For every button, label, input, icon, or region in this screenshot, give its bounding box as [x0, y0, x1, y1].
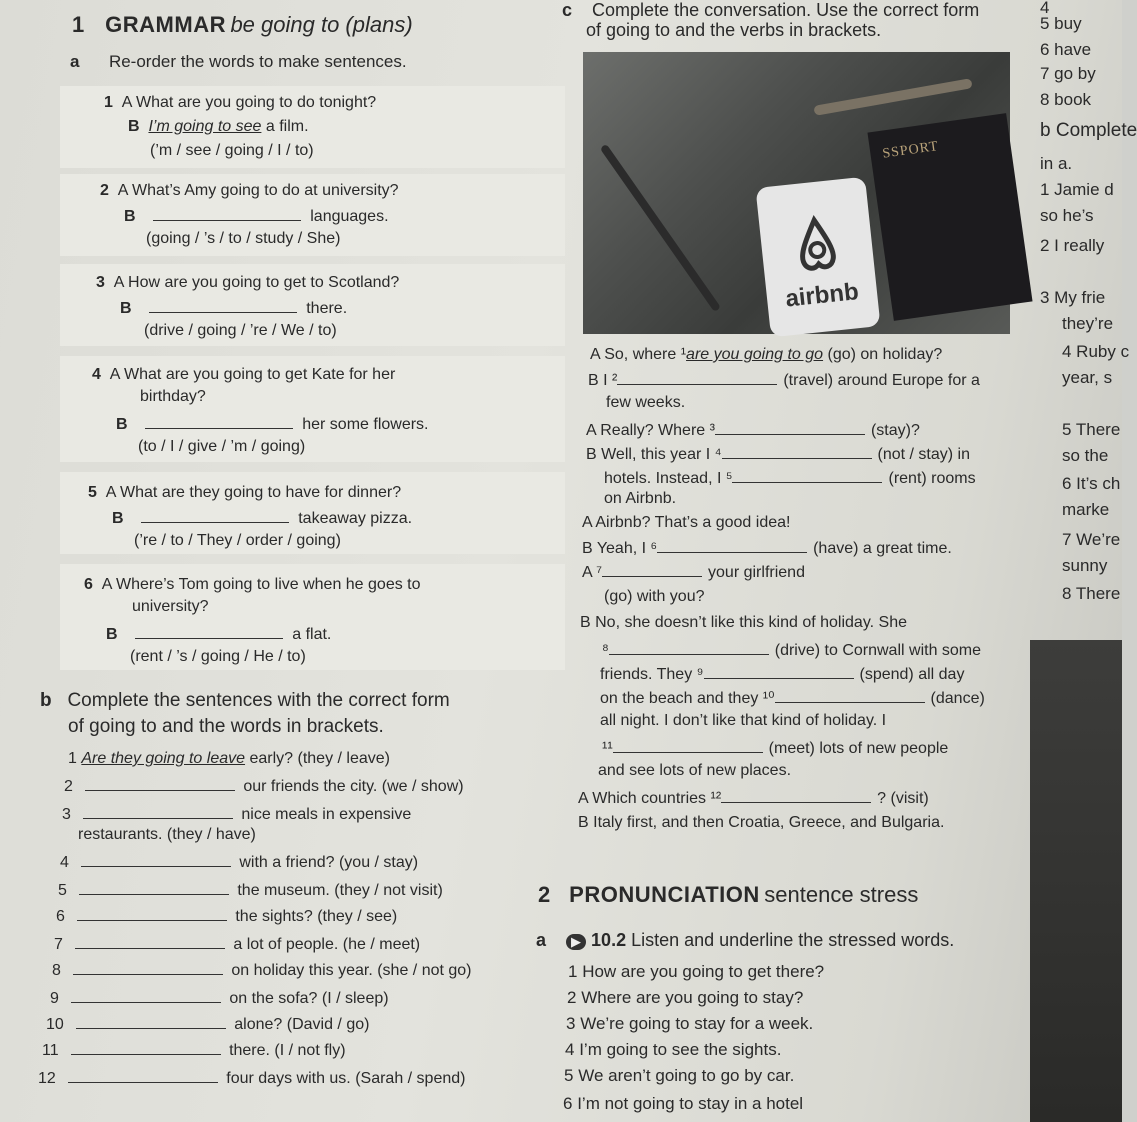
next-page-fragment: year, s: [1062, 368, 1113, 387]
item-number: 2: [64, 778, 73, 795]
next-page-fragment: 2 I really: [1040, 236, 1105, 255]
next-page-fragment: 5 There: [1062, 420, 1121, 439]
conversation-line: [606, 394, 685, 412]
pronunciation-item: [565, 1040, 781, 1060]
conversation-line: [580, 614, 907, 632]
exercise-c-heading: c Complete the conversation. Use the correct form: [562, 0, 980, 20]
pronunciation-item: [564, 1066, 794, 1086]
item-text: I’m not going to stay in a hotel: [577, 1094, 804, 1113]
item-text: our friends the city. (we / show): [243, 778, 464, 795]
word-hint: (drive / going / ’re / We / to): [144, 322, 337, 339]
line-text: A ⁷: [582, 564, 603, 581]
line-text: hotels. Instead, I ⁵: [604, 470, 733, 487]
next-page-fragment: b Complete: [1040, 120, 1137, 141]
pronunciation-item: [568, 962, 824, 982]
word-hint: (’m / see / going / I / to): [150, 142, 314, 159]
answer-blank[interactable]: [602, 562, 702, 577]
exercise-b-item: [42, 1040, 346, 1060]
line-text-2: (travel) around Europe for a: [783, 372, 980, 389]
conversation-line: [582, 562, 805, 582]
item-number: 5: [564, 1066, 574, 1085]
conversation-line: [602, 640, 981, 660]
answer-blank[interactable]: [613, 738, 763, 753]
next-page-fragment: 7 We’re: [1062, 530, 1121, 549]
line-text-2: (spend) all day: [859, 666, 965, 683]
exercise-b-item: [50, 988, 389, 1008]
phone-shape: [755, 177, 880, 338]
exercise-b-instruction-line2: of going to and the words in brackets.: [68, 716, 384, 737]
next-page-fragment: 6 It’s ch: [1062, 474, 1121, 493]
item-number: 10: [46, 1016, 64, 1033]
next-page-fragment: sunny: [1062, 556, 1108, 575]
question-4: 4 A What are you going to get Kate for her birthday? B her some flowers. (to / I / give / ’m / going): [60, 356, 565, 462]
conversation-line: [590, 346, 942, 364]
question-5: 5 A What are they going to have for dinner? B takeaway pizza. (’re / to / They / order / going): [60, 472, 565, 554]
exercise-b-heading: b Complete the sentences with the correct form: [40, 690, 450, 711]
line-text: on Airbnb.: [604, 490, 677, 507]
section-number: 1: [72, 12, 85, 37]
item-text: We’re going to stay for a week.: [580, 1014, 814, 1033]
next-page-fragment: in a.: [1040, 154, 1073, 173]
next-page-fragment: 1 Jamie d: [1040, 180, 1114, 199]
item-number: 5: [58, 882, 67, 899]
item-text: with a friend? (you / stay): [239, 854, 419, 871]
conversation-line: [604, 490, 676, 508]
answer-example: Are they going to leave: [81, 750, 246, 767]
conversation-line: [600, 712, 886, 730]
next-page-fragment: 4: [1040, 0, 1050, 17]
conversation-line: [578, 788, 929, 808]
item-text: Where are you going to stay?: [581, 988, 804, 1007]
item-text: the museum. (they / not visit): [237, 882, 443, 899]
exercise-b-item: [52, 960, 472, 980]
answer-blank[interactable]: [81, 852, 231, 867]
line-text-2: (rent) rooms: [888, 470, 976, 487]
next-page-fragment: 6 have: [1040, 40, 1092, 59]
item-text: nice meals in expensive: [241, 806, 412, 823]
answer-blank[interactable]: [153, 206, 301, 221]
item-text: four days with us. (Sarah / spend): [226, 1070, 466, 1087]
line-text-2: (meet) lots of new people: [768, 740, 949, 757]
line-text-2: your girlfriend: [708, 564, 805, 581]
conversation-line: [600, 664, 964, 684]
item-number: 4: [60, 854, 69, 871]
exercise-b-item: [56, 906, 397, 926]
question-3: 3 A How are you going to get to Scotland? B there. (drive / going / ’re / We / to): [60, 264, 565, 346]
line-text-2: (drive) to Cornwall with some: [774, 642, 982, 659]
item-text: the sights? (they / see): [235, 908, 398, 925]
line-text: few weeks.: [606, 394, 686, 411]
item-text: How are you going to get there?: [582, 962, 825, 981]
item-text: early? (they / leave): [245, 750, 390, 767]
item-number: 11: [42, 1042, 59, 1059]
conversation-line: [582, 538, 952, 558]
item-number: 12: [38, 1070, 56, 1087]
line-text: B No, she doesn’t like this kind of holiday. She: [580, 614, 907, 631]
section-subtitle: be going to (plans): [230, 12, 413, 37]
item-number: 9: [50, 990, 59, 1007]
item-text: there. (I / not fly): [229, 1042, 346, 1059]
answer-blank[interactable]: [141, 508, 289, 523]
next-page-fragment: 3 My frie: [1040, 288, 1106, 307]
conversation-line: [588, 370, 980, 390]
answer-blank[interactable]: [775, 688, 925, 703]
conversation-line: [602, 738, 948, 758]
line-text: ¹¹: [602, 740, 613, 757]
word-hint: (going / ’s / to / study / She): [146, 230, 341, 247]
exercise-b-item: [38, 1068, 465, 1088]
line-text: and see lots of new places.: [598, 762, 792, 779]
answer-blank[interactable]: [704, 664, 854, 679]
section-2-heading: 2 PRONUNCIATION sentence stress: [538, 882, 919, 907]
passport-shape: SSPORT: [867, 113, 1032, 321]
answer-blank[interactable]: [76, 1014, 226, 1029]
answer-example: are you going to go: [686, 346, 824, 363]
item-number: 4: [565, 1040, 575, 1059]
exercise-c-instruction-line2: of going to and the verbs in brackets.: [586, 20, 882, 40]
item-number: 6: [56, 908, 65, 925]
item-text: on the sofa? (I / sleep): [229, 990, 389, 1007]
item-number: 1: [568, 962, 578, 981]
answer-blank[interactable]: [149, 298, 297, 313]
item-number: 3: [566, 1014, 576, 1033]
answer-blank[interactable]: [68, 1068, 218, 1083]
item-text: alone? (David / go): [234, 1016, 370, 1033]
answer-blank[interactable]: [79, 880, 229, 895]
line-text: all night. I don’t like that kind of holiday. I: [600, 712, 887, 729]
travel-photo: [583, 52, 1010, 334]
exercise-b-item: [68, 750, 390, 768]
line-text: B Well, this year I ⁴: [586, 446, 722, 463]
conversation-line: [600, 688, 985, 708]
item-number: 8: [52, 962, 61, 979]
answer-blank[interactable]: [609, 640, 769, 655]
next-page-fragment: they’re: [1062, 314, 1114, 333]
answer-blank[interactable]: [617, 370, 777, 385]
answer-blank[interactable]: [71, 988, 221, 1003]
line-text: B Yeah, I ⁶: [582, 540, 658, 557]
word-hint: (to / I / give / ’m / going): [138, 438, 306, 455]
item-text-line2: restaurants. (they / have): [78, 826, 256, 843]
answer-blank[interactable]: [77, 906, 227, 921]
item-number: 1: [68, 750, 77, 767]
exercise-instruction: Re-order the words to make sentences.: [108, 52, 407, 71]
answer-blank[interactable]: [145, 414, 293, 429]
item-text: on holiday this year. (she / not go): [231, 962, 472, 979]
exercise-2a-heading: a ▶ 10.2 Listen and underline the stressed words.: [536, 930, 955, 950]
conversation-line: [586, 444, 970, 464]
conversation-line: [586, 420, 920, 440]
line-text: friends. They ⁹: [600, 666, 704, 683]
conversation-line: [582, 514, 790, 532]
exercise-b-item: [54, 934, 420, 954]
line-text: on the beach and they ¹⁰: [600, 690, 775, 707]
line-text: A Airbnb? That’s a good idea!: [582, 514, 791, 531]
answer-blank[interactable]: [732, 468, 882, 483]
word-hint: (’re / to / They / order / going): [134, 532, 341, 549]
key-shape: [813, 78, 972, 116]
line-text: A Which countries ¹²: [578, 790, 722, 807]
next-page-fragment: 8 There: [1062, 584, 1121, 603]
line-text: A So, where ¹: [590, 346, 687, 363]
item-number: 3: [62, 806, 71, 823]
item-number: 2: [567, 988, 577, 1007]
pronunciation-item: [567, 988, 803, 1008]
next-page-fragment: so the: [1062, 446, 1109, 465]
answer-blank[interactable]: [73, 960, 223, 975]
pronunciation-item: [563, 1094, 803, 1114]
line-text: A Really? Where ³: [586, 422, 715, 439]
answer-blank[interactable]: [657, 538, 807, 553]
answer-blank[interactable]: [721, 788, 871, 803]
line-text-2: (stay)?: [870, 422, 920, 439]
line-text-2: (dance): [930, 690, 985, 707]
question-1: 1 A What are you going to do tonight? B I’m going to see a film. (’m / see / going / I / to): [60, 86, 565, 168]
next-page-fragment: 4 Ruby c: [1062, 342, 1130, 361]
pronunciation-item: [566, 1014, 813, 1034]
question-2: 2 A What’s Amy going to do at university? B languages. (going / ’s / to / study / She): [60, 174, 565, 256]
conversation-line: [578, 814, 944, 832]
answer-blank[interactable]: [715, 420, 865, 435]
item-text: We aren’t going to go by car.: [578, 1066, 795, 1085]
line-text: B Italy first, and then Croatia, Greece, and Bulgaria.: [578, 814, 945, 831]
line-text-2: (go) on holiday?: [823, 346, 943, 363]
answer-blank[interactable]: [71, 1040, 221, 1055]
next-page-fragment: 5 buy: [1040, 14, 1082, 33]
word-hint: (rent / ’s / going / He / to): [130, 648, 306, 665]
exercise-letter: a: [70, 52, 80, 71]
item-number: 7: [54, 936, 63, 953]
pen-shape: [600, 144, 721, 312]
conversation-line: [598, 762, 791, 780]
audio-icon[interactable]: ▶: [566, 934, 586, 950]
line-text: ⁸: [602, 642, 609, 659]
line-text-2: ? (visit): [877, 790, 929, 807]
next-page-fragment: 8 book: [1040, 90, 1092, 109]
section-title: GRAMMAR: [105, 12, 226, 37]
item-number: 6: [563, 1094, 573, 1113]
item-text: I’m going to see the sights.: [579, 1040, 782, 1059]
exercise-b-item: [64, 776, 464, 796]
answer-blank[interactable]: [75, 934, 225, 949]
conversation-line: [604, 468, 976, 488]
exercise-b-item: [60, 852, 418, 872]
exercise-b-item: [62, 804, 411, 824]
next-page-fragment: so he’s: [1040, 206, 1094, 225]
airbnb-text: airbnb: [784, 278, 860, 313]
item-text: a lot of people. (he / meet): [233, 936, 421, 953]
answer-example: I’m going to see: [148, 118, 262, 135]
line-text-2: (have) a great time.: [813, 540, 952, 557]
line-text-2: (not / stay) in: [877, 446, 970, 463]
answer-blank[interactable]: [83, 804, 233, 819]
section-1-heading: [72, 12, 413, 38]
exercise-b-item: [46, 1014, 369, 1034]
line-text: (go) with you?: [604, 588, 705, 605]
answer-blank[interactable]: [722, 444, 872, 459]
answer-blank[interactable]: [135, 624, 283, 639]
conversation-line: [604, 588, 705, 606]
next-page-fragment: 7 go by: [1040, 64, 1096, 83]
question-6: 6 A Where’s Tom going to live when he goes to university? B a flat. (rent / ’s / going / He / to): [60, 564, 565, 670]
exercise-b-item: [58, 880, 443, 900]
exercise-a-heading: [70, 52, 407, 72]
answer-blank[interactable]: [85, 776, 235, 791]
next-page-fragment: marke: [1062, 500, 1110, 519]
line-text: B I ²: [588, 372, 618, 389]
